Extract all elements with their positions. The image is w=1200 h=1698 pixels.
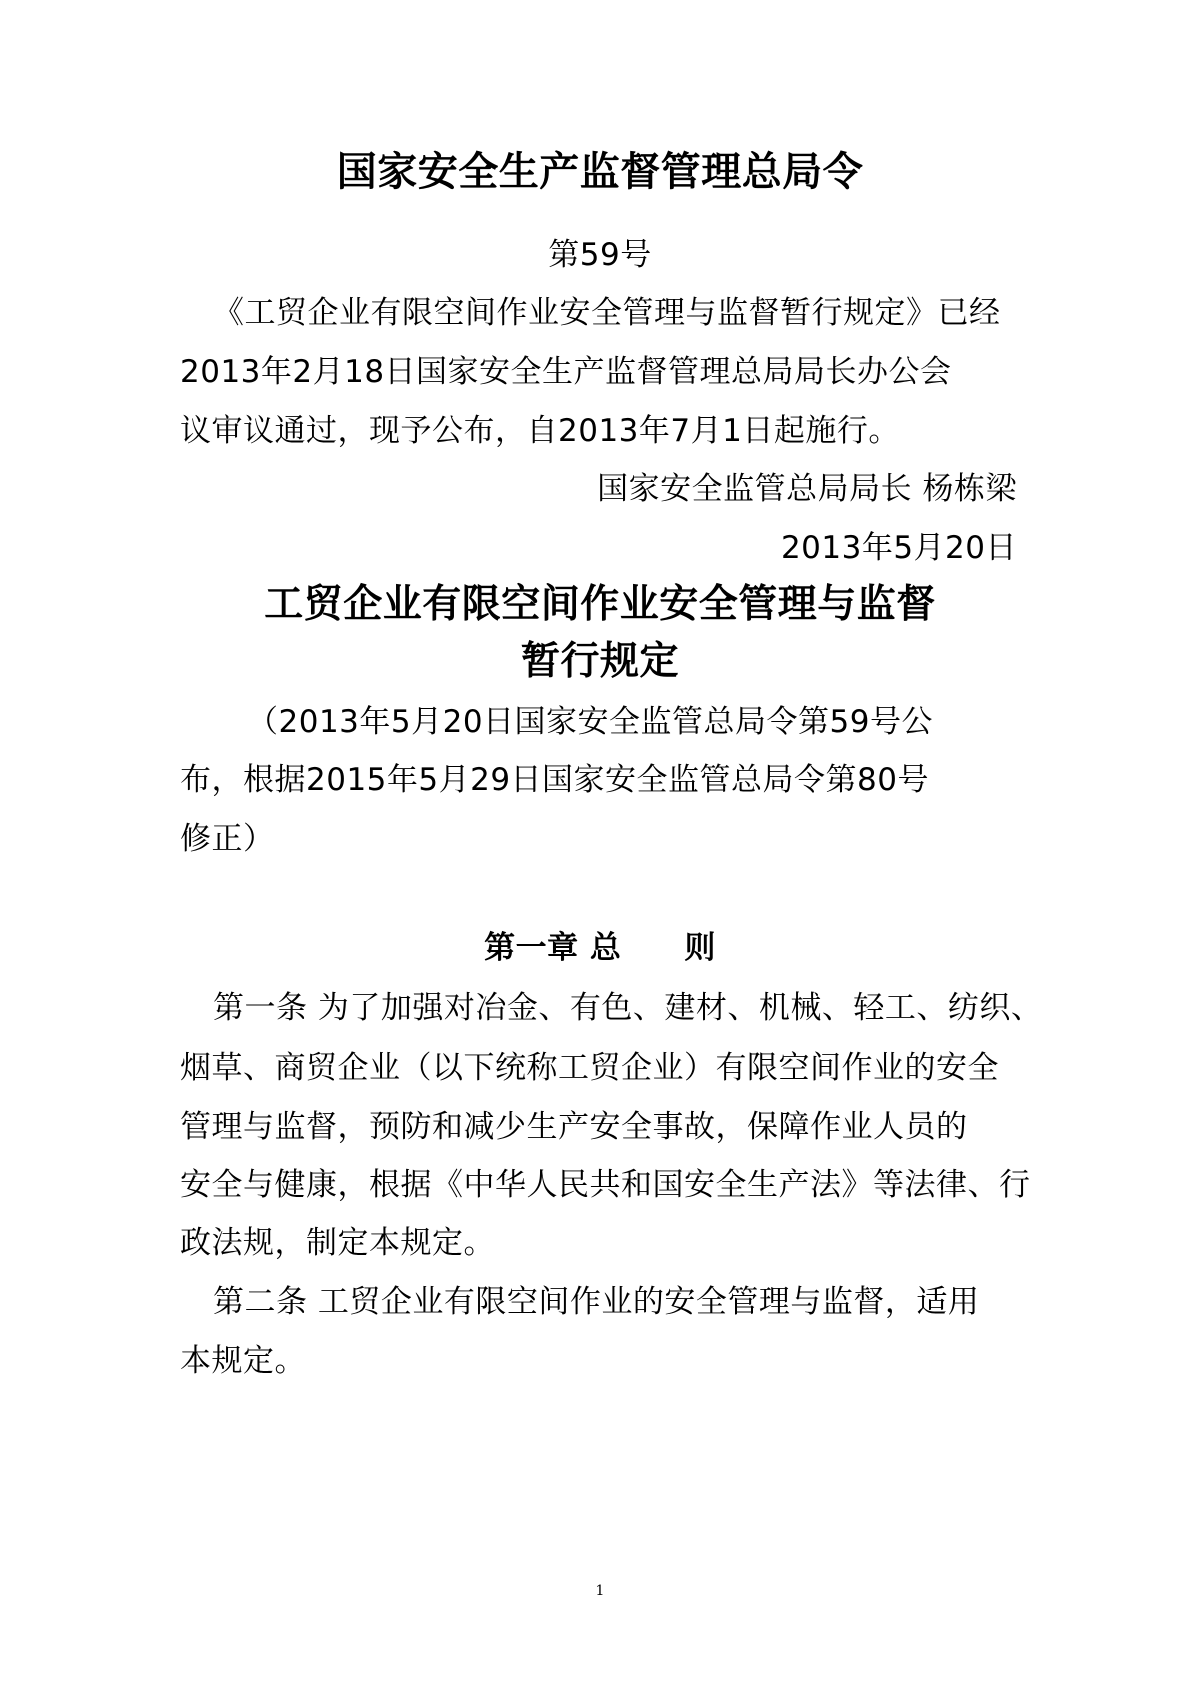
article-1-line-5: 政法规，制定本规定。	[180, 1225, 495, 1261]
regulation-note-line-2: 布，根据2015年5月29日国家安全监管总局令第80号	[180, 762, 930, 798]
article-1-line-4: 安全与健康，根据《中华人民共和国安全生产法》等法律、行	[180, 1167, 1031, 1203]
article-1-line-3: 管理与监督，预防和减少生产安全事故，保障作业人员的	[180, 1109, 968, 1145]
article-1-line-2: 烟草、商贸企业（以下统称工贸企业）有限空间作业的安全	[180, 1050, 999, 1086]
regulation-title-line-2: 暂行规定	[520, 639, 679, 684]
article-1-line-1: 第一条 为了加强对冶金、有色、建材、机械、轻工、纺织、	[213, 990, 1043, 1026]
order-body-line-1: 《工贸企业有限空间作业安全管理与监督暂行规定》已经	[213, 295, 1001, 331]
article-2-line-1: 第二条 工贸企业有限空间作业的安全管理与监督，适用	[213, 1284, 980, 1320]
article-2-line-2: 本规定。	[180, 1343, 306, 1379]
order-title: 国家安全生产监督管理总局令	[336, 149, 864, 195]
page-number: 1	[595, 1583, 605, 1599]
regulation-title-line-1: 工贸企业有限空间作业安全管理与监督	[264, 582, 936, 627]
order-body-line-3: 议审议通过，现予公布，自2013年7月1日起施行。	[180, 413, 900, 449]
order-date: 2013年5月20日	[780, 530, 1017, 566]
regulation-note-line-1: （2013年5月20日国家安全监管总局令第59号公	[247, 704, 934, 740]
chapter-heading: 第一章 总 则	[484, 930, 716, 966]
order-number: 第59号	[548, 237, 652, 273]
regulation-note-line-3: 修正）	[180, 821, 275, 857]
order-body-line-2: 2013年2月18日国家安全生产监督管理总局局长办公会	[180, 354, 952, 390]
order-signature: 国家安全监管总局局长 杨栋梁	[597, 471, 1017, 507]
